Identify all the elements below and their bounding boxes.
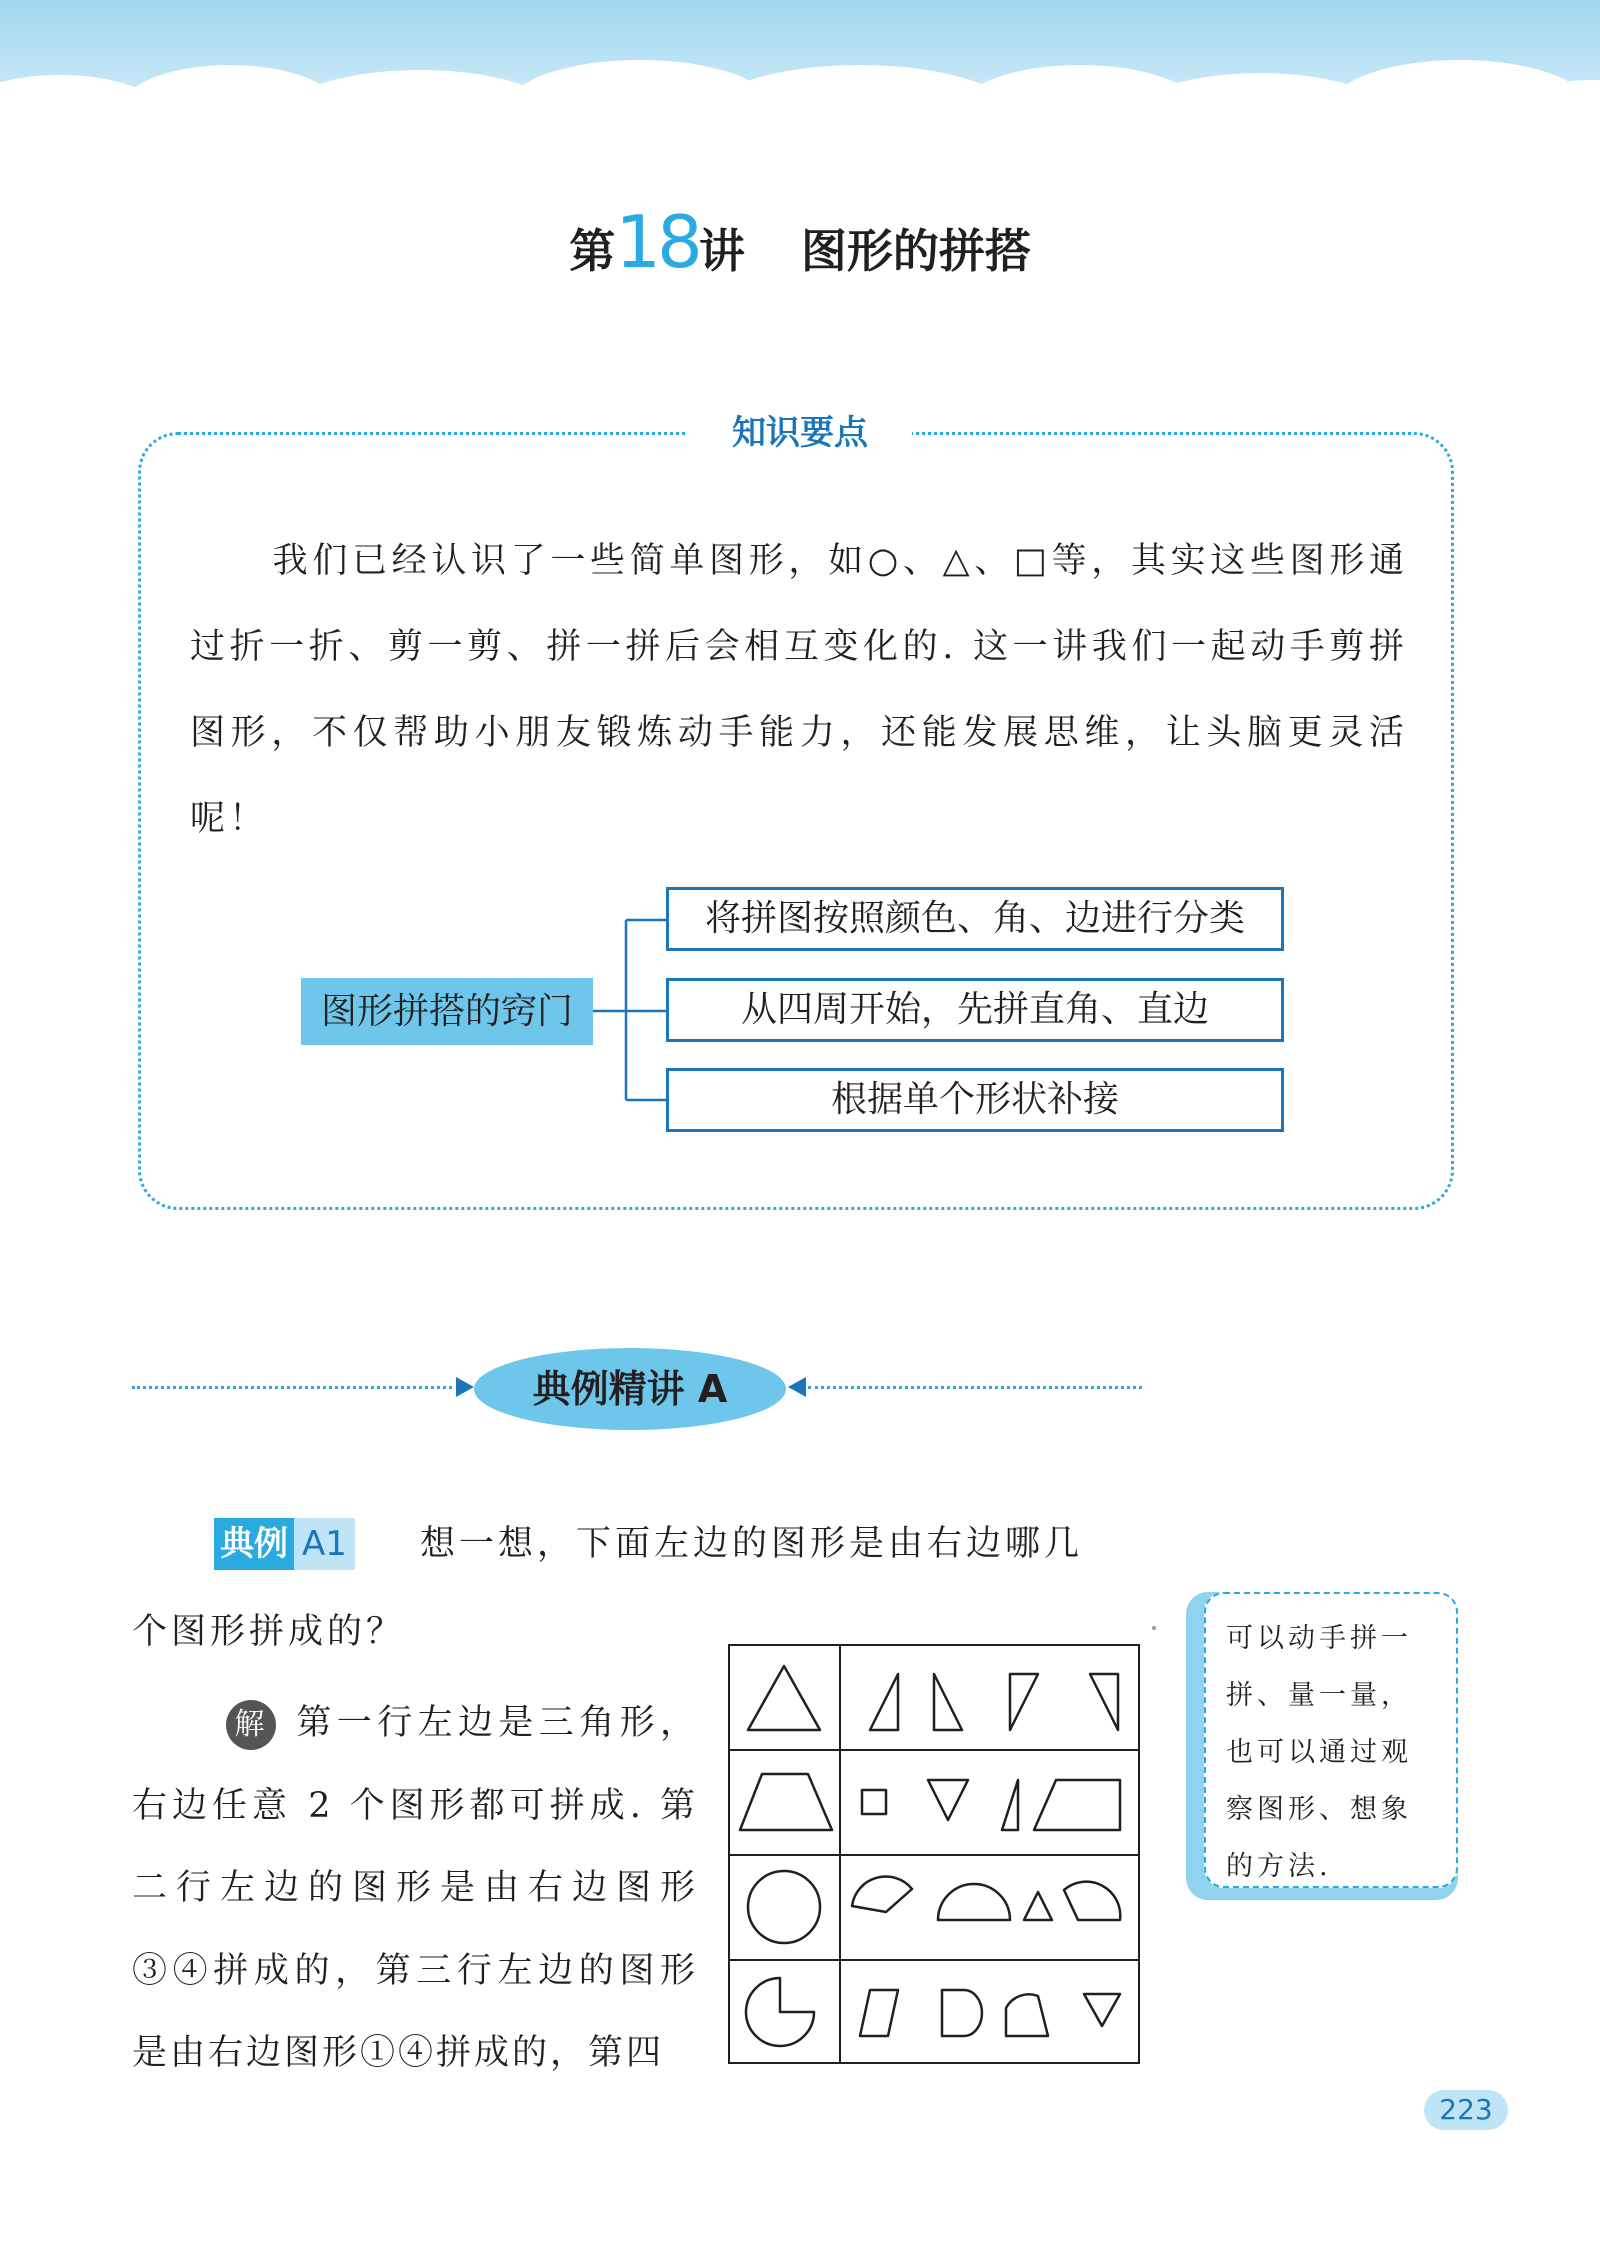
row4-target-pacman — [746, 1978, 814, 2046]
shapes-grid — [728, 1644, 1144, 2068]
solution-badge: 解 — [226, 1700, 276, 1750]
example-question-line2: 个图形拼成的？ — [132, 1612, 406, 1652]
row2-piece-4 — [1034, 1780, 1120, 1830]
page-number: 223 — [1424, 2090, 1508, 2130]
row4-piece-1 — [860, 1990, 898, 2036]
scan-dot — [1152, 1626, 1156, 1630]
example-question-line1: 想一想，下面左边的图形是由右边哪几 — [420, 1524, 1084, 1564]
tree-leaf-classify: 将拼图按照颜色、角、边进行分类 — [666, 887, 1284, 951]
example-tag — [214, 1518, 355, 1570]
tree-leaf-shapes: 根据单个形状补接 — [666, 1068, 1284, 1132]
example-tag-label: 典例 — [214, 1518, 294, 1570]
row3-piece-4 — [1064, 1882, 1120, 1920]
knowledge-paragraph-text: 我们已经认识了一些简单图形，如○、△、□等，其实这些图形通过折一折、剪一剪、拼一拼后会相互变化的. 这一讲我们一起动手剪拼图形，不仅帮助小朋友锻炼动手能力，还能发展思维，让头脑更灵活呢！ — [190, 541, 1408, 839]
tip-note: 可以动手拼一拼、量一量，也可以通过观察图形、想象的方法. — [1204, 1592, 1458, 1888]
tree-root: 图形拼搭的窍门 — [301, 978, 593, 1045]
solution-text: 第一行左边是三角形，右边任意 2 个图形都可拼成. 第二行左边的图形是由右边图形③④拼成的，第三行左边的图形是由右边图形①④拼成的，第四 — [132, 1703, 698, 2073]
row3-piece-1 — [852, 1877, 912, 1912]
lesson-name: 图形的拼搭 — [800, 224, 1031, 278]
knowledge-heading: 知识要点 — [688, 410, 912, 456]
row4-piece-4 — [1084, 1994, 1120, 2026]
solution — [132, 1682, 698, 2095]
row1-target-triangle — [748, 1666, 820, 1730]
row4-piece-2 — [942, 1990, 982, 2036]
row2-piece-2 — [928, 1780, 968, 1820]
section-divider-left — [132, 1386, 452, 1389]
section-badge: 典例精讲 A — [474, 1348, 786, 1430]
lesson-number: 18 — [615, 200, 699, 284]
row1-piece-3 — [1010, 1674, 1038, 1730]
row2-piece-3 — [1002, 1780, 1018, 1830]
title-suffix: 讲 — [698, 224, 745, 278]
row3-piece-3 — [1024, 1892, 1052, 1920]
title-prefix: 第 — [569, 224, 616, 278]
example-tag-number: A1 — [294, 1518, 355, 1570]
row1-piece-1 — [870, 1674, 898, 1730]
row2-piece-1 — [862, 1790, 886, 1814]
row1-piece-2 — [934, 1674, 962, 1730]
row2-target-trapezoid — [740, 1774, 832, 1830]
tree-leaf-edges: 从四周开始，先拼直角、直边 — [666, 978, 1284, 1042]
section-arrow-right — [456, 1377, 474, 1397]
row3-piece-2 — [938, 1884, 1010, 1920]
section-divider-right — [808, 1386, 1142, 1389]
section-arrow-left — [788, 1377, 806, 1397]
row1-piece-4 — [1090, 1674, 1118, 1730]
row3-target-circle — [748, 1871, 820, 1943]
row4-piece-3 — [1006, 1994, 1048, 2036]
